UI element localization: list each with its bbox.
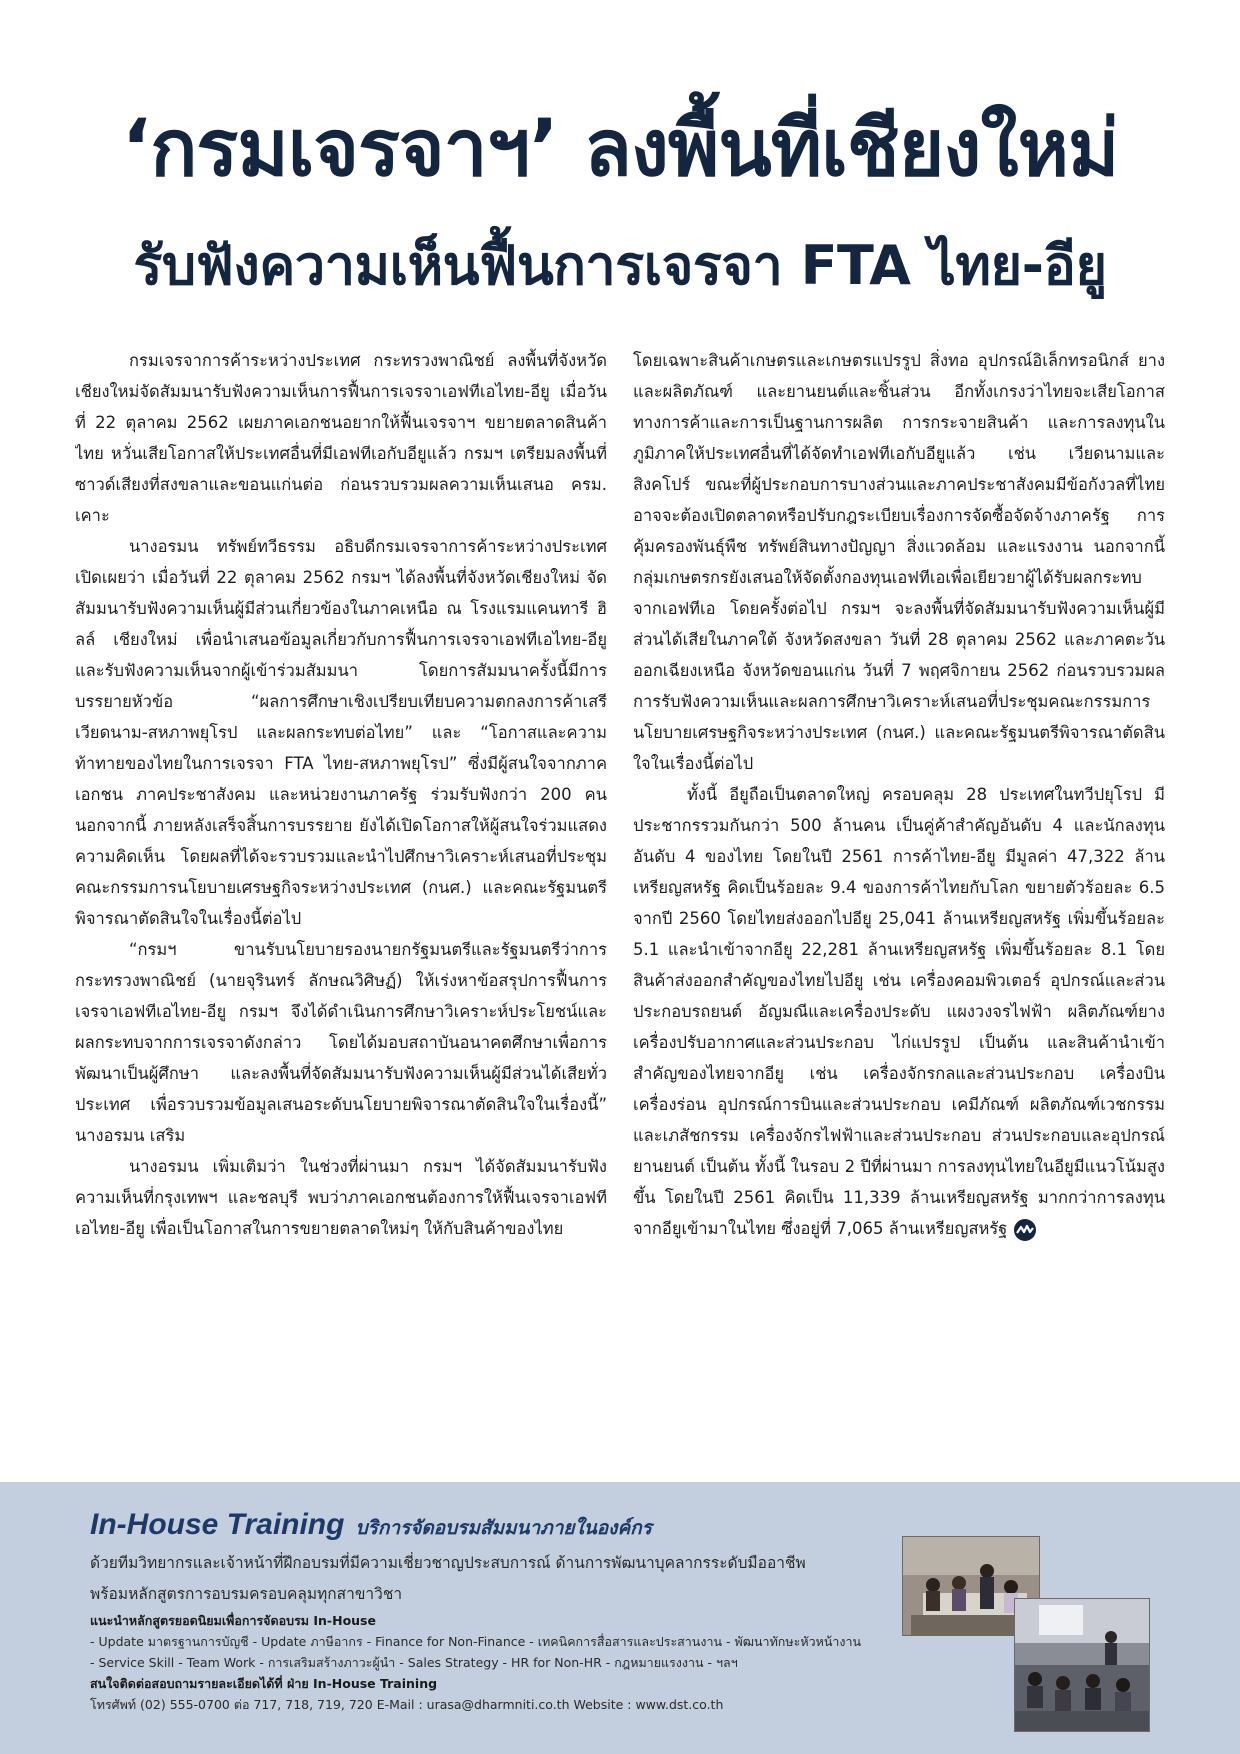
ad-contact-heading: สนใจติดต่อสอบถามรายละเอียดได้ที่ ฝ่าย In-House Training [90,1676,438,1691]
article-paragraph: นางอรมน เพิ่มเติมว่า ในช่วงที่ผ่านมา กรมฯ ได้จัดสัมมนารับฟังความเห็นที่กรุงเทพฯ และชลบุรี พบว่าภาคเอกชนต้องการให้ฟื้นเจรจาเอฟทีเอไทย-อียู เพื่อเป็นโอกาสในการขยายตลาดใหม่ๆ ให้กับสินค้าของไทย [75,1157,607,1238]
ad-subtitle: บริการจัดอบรมสัมมนาภายในองค์กร [355,1518,652,1539]
training-photo [1014,1598,1150,1732]
publication-logo-icon [1013,1218,1037,1242]
ad-title: In-House Training [90,1508,345,1541]
ad-description-line: พร้อมหลักสูตรการอบรมครอบคลุมทุกสาขาวิชา [90,1585,403,1603]
article-paragraph: นางอรมน ทรัพย์ทวีธรรม อธิบดีกรมเจรจาการค้าระหว่างประเทศ เปิดเผยว่า เมื่อวันที่ 22 ตุลาคม 2562 กรมฯ ได้ลงพื้นที่จังหวัดเชียงใหม่ จัดสัมมนารับฟังความเห็นผู้มีส่วนเกี่ยวข้องในภาคเหนือ ณ โรงแรมแคนทารี ฮิลล์ เชียงใหม่ เพื่อนำเสนอข้อมูลเกี่ยวกับการฟื้นการเจรจาเอฟทีเอไทย-อียู และรับฟังความเห็นจากผู้เข้าร่วมสัมมนา โดยการสัมมนาครั้งนี้มีการบรรยายหัวข้อ “ผลการศึกษาเชิงเปรียบเทียบความตกลงการค้าเสรีเวียดนาม-สหภาพยุโรป และผลกระทบต่อไทย” และ “โอกาสและความท้าทายของไทยในการเจรจา FTA ไทย-สหภาพยุโรป” ซึ่งมีผู้สนใจจากภาคเอกชน ภาคประชาสังคม และหน่วยงานภาครัฐ ร่วมรับฟังกว่า 200 คน นอกจากนี้ ภายหลังเสร็จสิ้นการบรรยาย ยังได้เปิดโอกาสให้ผู้สนใจร่วมแสดงความคิดเห็น โดยผลที่ได้จะรวบรวมและนำไปศึกษาวิเคราะห์เสนอที่ประชุมคณะกรรมการนโยบายเศรษฐกิจระหว่างประเทศ (กนศ.) และคณะรัฐมนตรีพิจารณาตัดสินใจในเรื่องนี้ต่อไป [75,537,607,928]
ad-courses-list: - Update มาตรฐานการบัญชี - Update ภาษีอากร - Finance for Non-Finance - เทคนิคการสื่อสารและประสานงาน - พัฒนาทักษะหัวหน้างาน [90,1634,862,1649]
article-final-text: ทั้งนี้ อียูถือเป็นตลาดใหญ่ ครอบคลุม 28 ประเทศในทวีปยุโรป มีประชากรรวมกันกว่า 500 ล้านคน เป็นคู่ค้าสำคัญอันดับ 4 และนักลงทุนอันดับ 4 ของไทย โดยในปี 2561 การค้าไทย-อียู มีมูลค่า 47,322 ล้านเหรียญสหรัฐ คิดเป็นร้อยละ 9.4 ของการค้าไทยกับโลก ขยายตัวร้อยละ 6.5 จากปี 2560 โดยไทยส่งออกไปอียู 25,041 ล้านเหรียญสหรัฐ เพิ่มขึ้นร้อยละ 5.1 และนำเข้าจากอียู 22,281 ล้านเหรียญสหรัฐ เพิ่มขึ้นร้อยละ 8.1 โดยสินค้าส่งออกสำคัญของไทยไปอียู เช่น เครื่องคอมพิวเตอร์ อุปกรณ์และส่วนประกอบรถยนต์ อัญมณีและเครื่องประดับ แผงวงจรไฟฟ้า ผลิตภัณฑ์ยาง เครื่องปรับอากาศและส่วนประกอบ ไก่แปรรูป เป็นต้น และสินค้านำเข้าสำคัญของไทยจากอียู เช่น เครื่องจักรกลและส่วนประกอบ เครื่องบิน เครื่องร่อน อุปกรณ์การบินและส่วนประกอบ เคมีภัณฑ์ ผลิตภัณฑ์เวชกรรมและเภสัชกรรม เครื่องจักรไฟฟ้าและส่วนประกอบ ส่วนประกอบและอุปกรณ์ยานยนต์ เป็นต้น ทั้งนี้ ในรอบ 2 ปีที่ผ่านมา การลงทุนไทยในอียูมีแนวโน้มสูงขึ้น โดยในปี 2561 คิดเป็น 11,339 ล้านเหรียญสหรัฐ มากกว่าการลงทุนจากอียูเข้ามาในไทย ซึ่งอยู่ที่ 7,065 ล้านเหรียญสหรัฐ [633,785,1165,1238]
article-paragraph: กรมเจรจาการค้าระหว่างประเทศ กระทรวงพาณิชย์ ลงพื้นที่จังหวัดเชียงใหม่จัดสัมมนารับฟังความเห็นการฟื้นการเจรจาเอฟทีเอไทย-อียู เมื่อวันที่ 22 ตุลาคม 2562 เผยภาคเอกชนอยากให้ฟื้นเจรจาฯ ขยายตลาดสินค้าไทย หวั่นเสียโอกาสให้ประเทศอื่นที่มีเอฟทีเอกับอียูแล้ว กรมฯ เตรียมลงพื้นที่ซาวด์เสียงที่สงขลาและขอนแก่นต่อ ก่อนรวบรวมผลความเห็นเสนอ ครม. เคาะ [75,351,607,525]
ad-title-row [90,1508,652,1543]
article-paragraph-final [633,779,1165,1244]
ad-courses-list: - Service Skill - Team Work - การเสริมสร้างภาวะผู้นำ - Sales Strategy - HR for Non-HR - กฎหมายแรงงาน - ฯลฯ [90,1655,738,1670]
article-right-column [633,345,1165,1440]
ad-description [90,1548,880,1610]
ad-description-line: ด้วยทีมวิทยากรและเจ้าหน้าที่ฝึกอบรมที่มีความเชี่ยวชาญประสบการณ์ ด้านการพัฒนาบุคลากรระดับมืออาชีพ [90,1554,806,1572]
ad-courses-heading: แนะนำหลักสูตรยอดนิยมเพื่อการจัดอบรม In-House [90,1613,376,1628]
article-left-column [75,345,607,1440]
ad-courses [90,1610,910,1715]
headline-line-2: รับฟังความเห็นฟื้นการเจรจา FTA ไทย-อียู [133,234,1107,297]
ad-contact-line: โทรศัพท์ (02) 555-0700 ต่อ 717, 718, 719, 720 E-Mail : urasa@dharmniti.co.th Website : www.dst.co.th [90,1697,724,1712]
article-paragraph: “กรมฯ ขานรับนโยบายรองนายกรัฐมนตรีและรัฐมนตรีว่าการกระทรวงพาณิชย์ (นายจุรินทร์ ลักษณวิศิษฏ์) ให้เร่งหาข้อสรุปการฟื้นการเจรจาเอฟทีเอไทย-อียู กรมฯ จึงได้ดำเนินการศึกษาวิเคราะห์ประโยชน์และผลกระทบจากการเจรจาดังกล่าว โดยได้มอบสถาบันอนาคตศึกษาเพื่อการพัฒนาเป็นผู้ศึกษา และลงพื้นที่จัดสัมมนารับฟังความเห็นผู้มีส่วนได้เสียทั่วประเทศ เพื่อรวบรวมข้อมูลเสนอระดับนโยบายพิจารณาตัดสินใจในเรื่องนี้” นางอรมน เสริม [75,940,607,1145]
headline-line-1: ‘กรมเจรจาฯ’ ลงพื้นที่เชียงใหม่ [121,104,1119,194]
article-paragraph-continued: โดยเฉพาะสินค้าเกษตรและเกษตรแปรรูป สิ่งทอ อุปกรณ์อิเล็กทรอนิกส์ ยางและผลิตภัณฑ์ และยานยนต์และชิ้นส่วน อีกทั้งเกรงว่าไทยจะเสียโอกาสทางการค้าและการเป็นฐานการผลิต การกระจายสินค้า และการลงทุนในภูมิภาคให้ประเทศอื่นที่ได้จัดทำเอฟทีเอกับอียูแล้ว เช่น เวียดนามและสิงคโปร์ ขณะที่ผู้ประกอบการบางส่วนและภาคประชาสังคมมีข้อกังวลที่ไทยอาจจะต้องเปิดตลาดหรือปรับกฎระเบียบเรื่องการจัดซื้อจัดจ้างภาครัฐ การคุ้มครองพันธุ์พืช ทรัพย์สินทางปัญญา สิ่งแวดล้อม และแรงงาน นอกจากนี้ กลุ่มเกษตรกรยังเสนอให้จัดตั้งกองทุนเอฟทีเอเพื่อเยียวยาผู้ได้รับผลกระทบจากเอฟทีเอ โดยครั้งต่อไป กรมฯ จะลงพื้นที่จัดสัมมนารับฟังความเห็นผู้มีส่วนได้เสียในภาคใต้ จังหวัดสงขลา วันที่ 28 ตุลาคม 2562 และภาคตะวันออกเฉียงเหนือ จังหวัดขอนแก่น วันที่ 7 พฤศจิกายน 2562 ก่อนรวบรวมผลการรับฟังความเห็นและผลการศึกษาวิเคราะห์เสนอที่ประชุมคณะกรรมการนโยบายเศรษฐกิจระหว่างประเทศ (กนศ.) และคณะรัฐมนตรีพิจารณาตัดสินใจในเรื่องนี้ต่อไป [633,351,1165,773]
